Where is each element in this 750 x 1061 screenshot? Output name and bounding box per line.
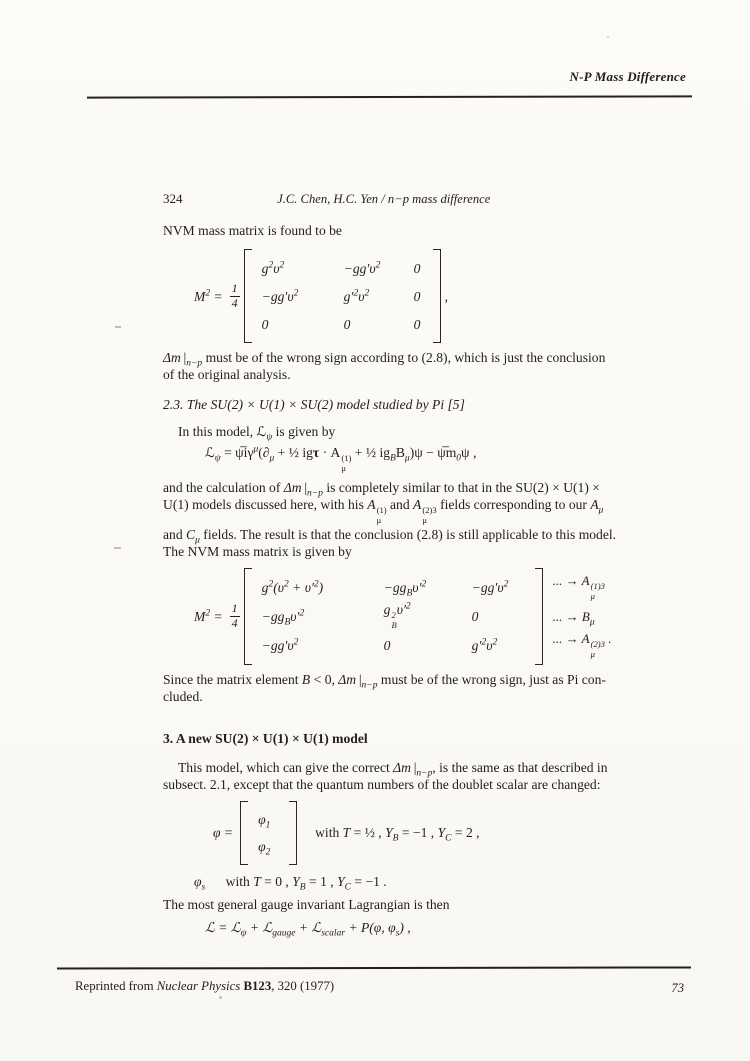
equation-phi-doublet: [213, 801, 637, 865]
stray-mark: [219, 996, 222, 999]
left-bracket: [244, 568, 252, 665]
footer-rule: [57, 966, 691, 969]
fraction-one-quarter: $\frac{1}{4}$: [231, 600, 238, 630]
page-number-324: 324: [163, 191, 183, 206]
matrix-cell: 0: [413, 316, 421, 332]
matrix-cell: 0: [413, 288, 421, 304]
paragraph-wrong-sign: Δm $|_{n-p}$ must be of the wrong sign according to (2.8), which is just the conclusion of the original analysis.: [163, 350, 606, 382]
annotation-a-mu-23: ... → A (2)3 μ .: [552, 631, 612, 659]
footer-page-number: 73: [671, 981, 684, 995]
left-bracket: [240, 801, 248, 865]
matrix-cell: $g'^2\upsilon^2$: [343, 287, 370, 304]
equation-lagrangian-psi: ℒ$_\psi$ = $\psi̅i\gamma^\mu(\partial_\mu$ + ½ igτ · A (1) μ + ½ $ig_BB_\mu)\psi$ − $\psi̅m_0\psi$ ,: [205, 444, 477, 473]
right-bracket: [535, 568, 543, 665]
paragraph-in-this-model: In this model, ℒ$_\psi$ is given by: [178, 424, 336, 443]
right-bracket: [433, 249, 441, 343]
section-2-3-heading: 2.3. The SU(2) × U(1) × SU(2) model studied by Pi [5]: [163, 397, 465, 412]
annotation-a-mu-13: ... → A (1)3 μ: [552, 573, 605, 601]
footer-reprint-note: Reprinted from Nuclear Physics B123, 320 (1977): [75, 979, 335, 993]
matrix1-cells: [253, 249, 432, 343]
header-rule: [87, 95, 692, 98]
matrix-cell: 0: [383, 637, 391, 653]
section-3-heading: 3. A new SU(2) × U(1) × U(1) model: [163, 730, 368, 746]
matrix-cell: $g^2(\upsilon^2 + \upsilon'^2)$: [261, 578, 324, 595]
matrix-cell: $g^2\upsilon^2$: [261, 259, 285, 276]
right-bracket: [289, 801, 297, 865]
equation-total-lagrangian: ℒ = ℒ$_\psi$ + ℒ$_{gauge}$ + ℒ$_{scalar}$ + P(φ, $\varphi_s$) ,: [205, 919, 411, 939]
running-head: [163, 190, 637, 208]
stray-mark: [114, 547, 121, 549]
matrix-cell: 0: [343, 316, 351, 332]
page-body: [163, 190, 637, 939]
matrix-cell: $-gg_B\upsilon'^2$: [261, 607, 305, 628]
matrix-cell: $g'^2\upsilon^2$: [471, 636, 498, 653]
matrix-cell: $-gg'\upsilon^2$: [261, 287, 299, 304]
matrix-cell: $-gg_B\upsilon'^2$: [383, 578, 427, 599]
vector-cell: $\varphi_1$: [258, 811, 271, 831]
paragraph-most-general: The most general gauge invariant Lagrangian is then: [163, 896, 450, 912]
matrix2-lhs: $M^2$ =: [194, 607, 223, 624]
phi-vector-cells: [249, 801, 288, 865]
annotation-b-mu: ... → $B_\mu$: [552, 608, 595, 628]
intro-line: NVM mass matrix is found to be: [163, 223, 342, 238]
matrix-cell: g 2 B $\upsilon'^2$: [383, 601, 411, 630]
phi-lhs: φ =: [213, 825, 234, 840]
phi-quantum-numbers: with T = ½ , $Y_B = -1$ , $Y_C = 2$ ,: [315, 825, 480, 844]
equation-nvm-matrix-2: [194, 568, 637, 665]
matrix1-lhs: $M^2$ =: [194, 287, 223, 304]
matrix-cell: $-gg'\upsilon^2$: [261, 636, 299, 653]
matrix1-trailing-comma: ,: [444, 288, 449, 304]
matrix-cell: $-gg'\upsilon^2$: [343, 259, 381, 276]
stray-mark: [115, 326, 121, 328]
paragraph-since-b-negative: Since the matrix element B < 0, Δm $|_{n-p}$ must be of the wrong sign, just as Pi con- cluded.: [163, 671, 606, 704]
paragraph-calculation: and the calculation of Δm $|_{n-p}$ is completely similar to that in the SU(2) × U(1) × U(1) models discussed here, with his A (1) μ and A (2)3 μ fields corresponding to our $A_\mu$ and $C_\mu$ fields. The result is that the conclusion (2.8) is still applicable to this model. The NVM mass matrix is given by: [163, 480, 617, 559]
running-head-text: J.C. Chen, H.C. Yen / n−p mass difference: [277, 192, 491, 206]
matrix2-row-annotations: [553, 568, 612, 665]
equation-nvm-matrix-1: [194, 249, 637, 343]
left-bracket: [244, 249, 252, 343]
vector-cell: $\varphi_2$: [258, 838, 271, 858]
matrix-cell: 0: [471, 608, 479, 624]
paragraph-this-model: This model, which can give the correct Δm $|_{n-p}$, is the same as that described in subsect. 2.1, except that the quantum numbers of the doublet scalar are changed:: [163, 759, 608, 792]
journal-header-title: N-P Mass Difference: [569, 69, 686, 84]
stray-mark: [607, 36, 609, 38]
phi-s-line: $\varphi_s$ with T = 0 , $Y_B = 1$ , $Y_C = -1$ .: [194, 873, 387, 893]
matrix-cell: 0: [261, 316, 269, 332]
fraction-one-quarter: $\frac{1}{4}$: [231, 280, 238, 310]
matrix2-cells: [253, 568, 534, 665]
matrix-cell: 0: [413, 260, 421, 276]
matrix-cell: $-gg'\upsilon^2$: [471, 578, 509, 595]
